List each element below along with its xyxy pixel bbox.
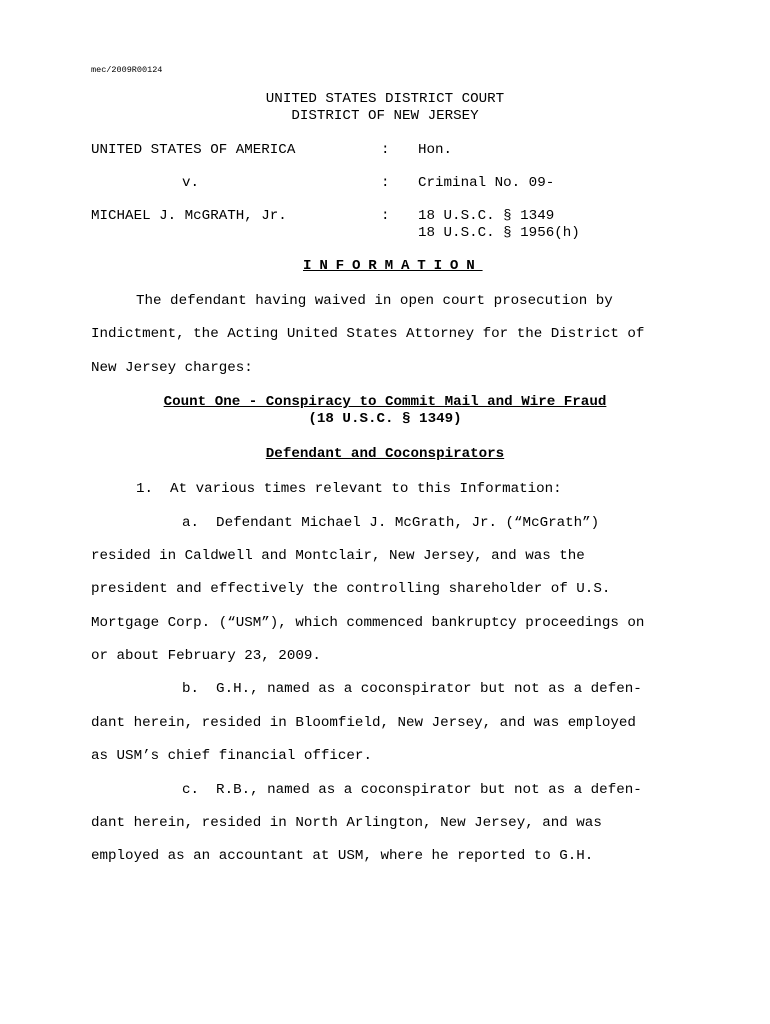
subparagraph-b-line: dant herein, resided in Bloomfield, New Jersey, and was employed [91,715,636,731]
caption-criminal-number: Criminal No. 09- [418,175,555,191]
subparagraph-a-line: president and effectively the controlling shareholder of U.S. [91,581,611,597]
subparagraph-a-line: or about February 23, 2009. [91,648,321,664]
subparagraph-a-line: Mortgage Corp. (“USM”), which commenced bankruptcy proceedings on [91,615,645,631]
subparagraph-b-line: b. G.H., named as a coconspirator but not as a defen- [182,681,642,697]
section-subheading: Defendant and Coconspirators [265,446,505,462]
caption-separator: : [381,175,390,191]
document-title: INFORMATION [303,258,483,274]
subparagraph-a-line: a. Defendant Michael J. McGrath, Jr. (“McGrath”) [182,515,600,531]
reference-code: mec/2009R00124 [91,65,163,75]
paragraph-intro: 1. At various times relevant to this Information: [136,481,562,497]
subparagraph-a-line: resided in Caldwell and Montclair, New Jersey, and was the [91,548,585,564]
subparagraph-c-line: employed as an accountant at USM, where he reported to G.H. [91,848,594,864]
subparagraph-c-line: c. R.B., named as a coconspirator but not as a defen- [182,782,642,798]
count-heading: Count One - Conspiracy to Commit Mail and Wire Fraud [163,394,607,410]
court-district: DISTRICT OF NEW JERSEY [291,108,479,124]
caption-separator: : [381,208,390,224]
caption-plaintiff: UNITED STATES OF AMERICA [91,142,296,158]
caption-defendant: MICHAEL J. McGRATH, Jr. [91,208,287,224]
preamble-line: Indictment, the Acting United States Attorney for the District of [91,326,645,342]
caption-statute-2: 18 U.S.C. § 1956(h) [418,225,580,241]
subparagraph-c-line: dant herein, resided in North Arlington, New Jersey, and was [91,815,602,831]
preamble-line: New Jersey charges: [91,360,253,376]
caption-judge: Hon. [418,142,453,158]
count-statute: (18 U.S.C. § 1349) [308,411,462,427]
court-name: UNITED STATES DISTRICT COURT [265,91,505,107]
caption-separator: : [381,142,390,158]
subparagraph-b-line: as USM’s chief financial officer. [91,748,372,764]
preamble-line: The defendant having waived in open court prosecution by [136,293,613,309]
caption-versus: v. [182,175,200,191]
caption-statute-1: 18 U.S.C. § 1349 [418,208,555,224]
